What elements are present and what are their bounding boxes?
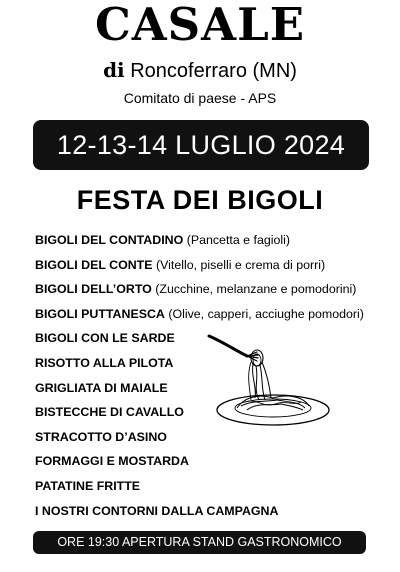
menu-dish: PATATINE FRITTE [35,478,141,493]
menu-dish: BIGOLI CON LE SARDE [35,331,175,346]
poster-title: CASALE [94,0,306,51]
menu-item [35,253,364,278]
menu-dish: BIGOLI DEL CONTADINO [35,233,184,247]
event-title: FESTA DEI BIGOLI [76,185,324,215]
menu-dish: FORMAGGI E MOSTARDA [35,454,189,469]
menu-dish: BIGOLI PUTTANESCA [35,306,165,321]
menu-detail: (Zucchine, melanzane e pomodorini) [155,282,357,297]
menu-dish: RISOTTO ALLA PILOTA [35,355,174,370]
menu-item [35,499,364,524]
menu-item [35,449,364,474]
organizer-text: Comitato di paese - APS [123,90,277,106]
menu-detail: (Vitello, piselli e crema di porri) [155,257,326,272]
menu-dish: STRACOTTO D’ASINO [35,429,167,444]
menu-dish: BIGOLI DELL’ORTO [35,282,152,297]
location-line [0,58,400,83]
menu-dish: GRIGLIATA DI MAIALE [35,380,168,395]
menu-detail: (Olive, capperi, acciughe pomodori) [168,306,364,321]
menu-item [35,474,364,499]
menu-detail: (Pancetta e fagioli) [186,233,290,247]
menu-dish: BISTECCHE DI CAVALLO [35,405,184,420]
menu-item [35,277,364,302]
dates-banner: 12-13-14 LUGLIO 2024 [33,120,369,170]
location-prefix: di [103,58,125,82]
menu-item [35,228,364,253]
menu-dish: BIGOLI DEL CONTE [35,257,153,272]
menu-dish: I NOSTRI CONTORNI DALLA CAMPAGNA [35,503,279,518]
location-name: Roncoferraro (MN) [130,60,297,82]
spaghetti-fork-icon [205,322,335,432]
opening-time-banner: ORE 19:30 APERTURA STAND GASTRONOMICO [33,531,366,554]
